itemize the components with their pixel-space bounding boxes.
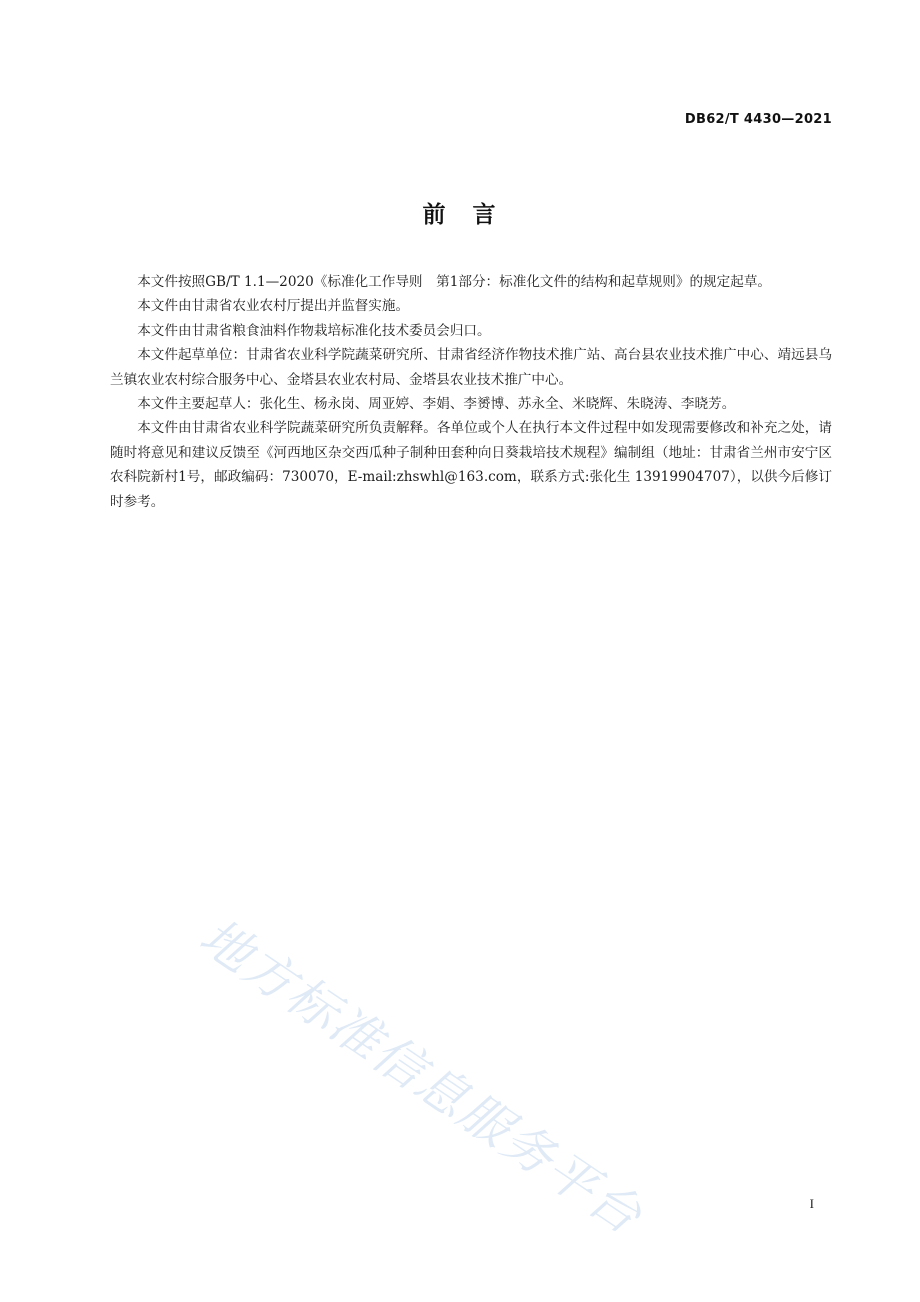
paragraph-drafting-units: 本文件起草单位：甘肃省农业科学院蔬菜研究所、甘肃省经济作物技术推广站、高台县农业技术推广中心、靖远县乌兰镇农业农村综合服务中心、金塔县农业农村局、金塔县农业技术推广中心。 (110, 347, 832, 388)
page-number: I (809, 1196, 814, 1211)
paragraph-drafters: 本文件主要起草人：张化生、杨永岗、周亚婷、李娟、李赟博、苏永全、米晓辉、朱晓涛、李晓芳。 (137, 396, 736, 413)
foreword-body (110, 270, 832, 514)
paragraph-interpretation: 本文件由甘肃省农业科学院蔬菜研究所负责解释。各单位或个人在执行本文件过程中如发现需要修改和补充之处，请随时将意见和建议反馈至《河西地区杂交西瓜种子制种田套种向日葵栽培技术规程》编制组（地址：甘肃省兰州市安宁区农科院新村1号，邮政编码：730070，E-mail:zhswhl@163.com，联系方式:张化生 13919904707），以供今后修订时参考。 (110, 420, 832, 510)
document-code: DB62/T 4430—2021 (684, 112, 832, 127)
paragraph-proposer: 本文件由甘肃省农业农村厅提出并监督实施。 (137, 298, 410, 315)
paragraph-drafting-basis: 本文件按照GB/T 1.1—2020《标准化工作导则 第1部分：标准化文件的结构和起草规则》的规定起草。 (137, 274, 772, 290)
watermark-text: 地方标准信息服务平台 (189, 907, 653, 1246)
paragraph-committee: 本文件由甘肃省粮食油料作物栽培标准化技术委员会归口。 (137, 322, 491, 339)
page-title: 前 言 (422, 202, 498, 228)
